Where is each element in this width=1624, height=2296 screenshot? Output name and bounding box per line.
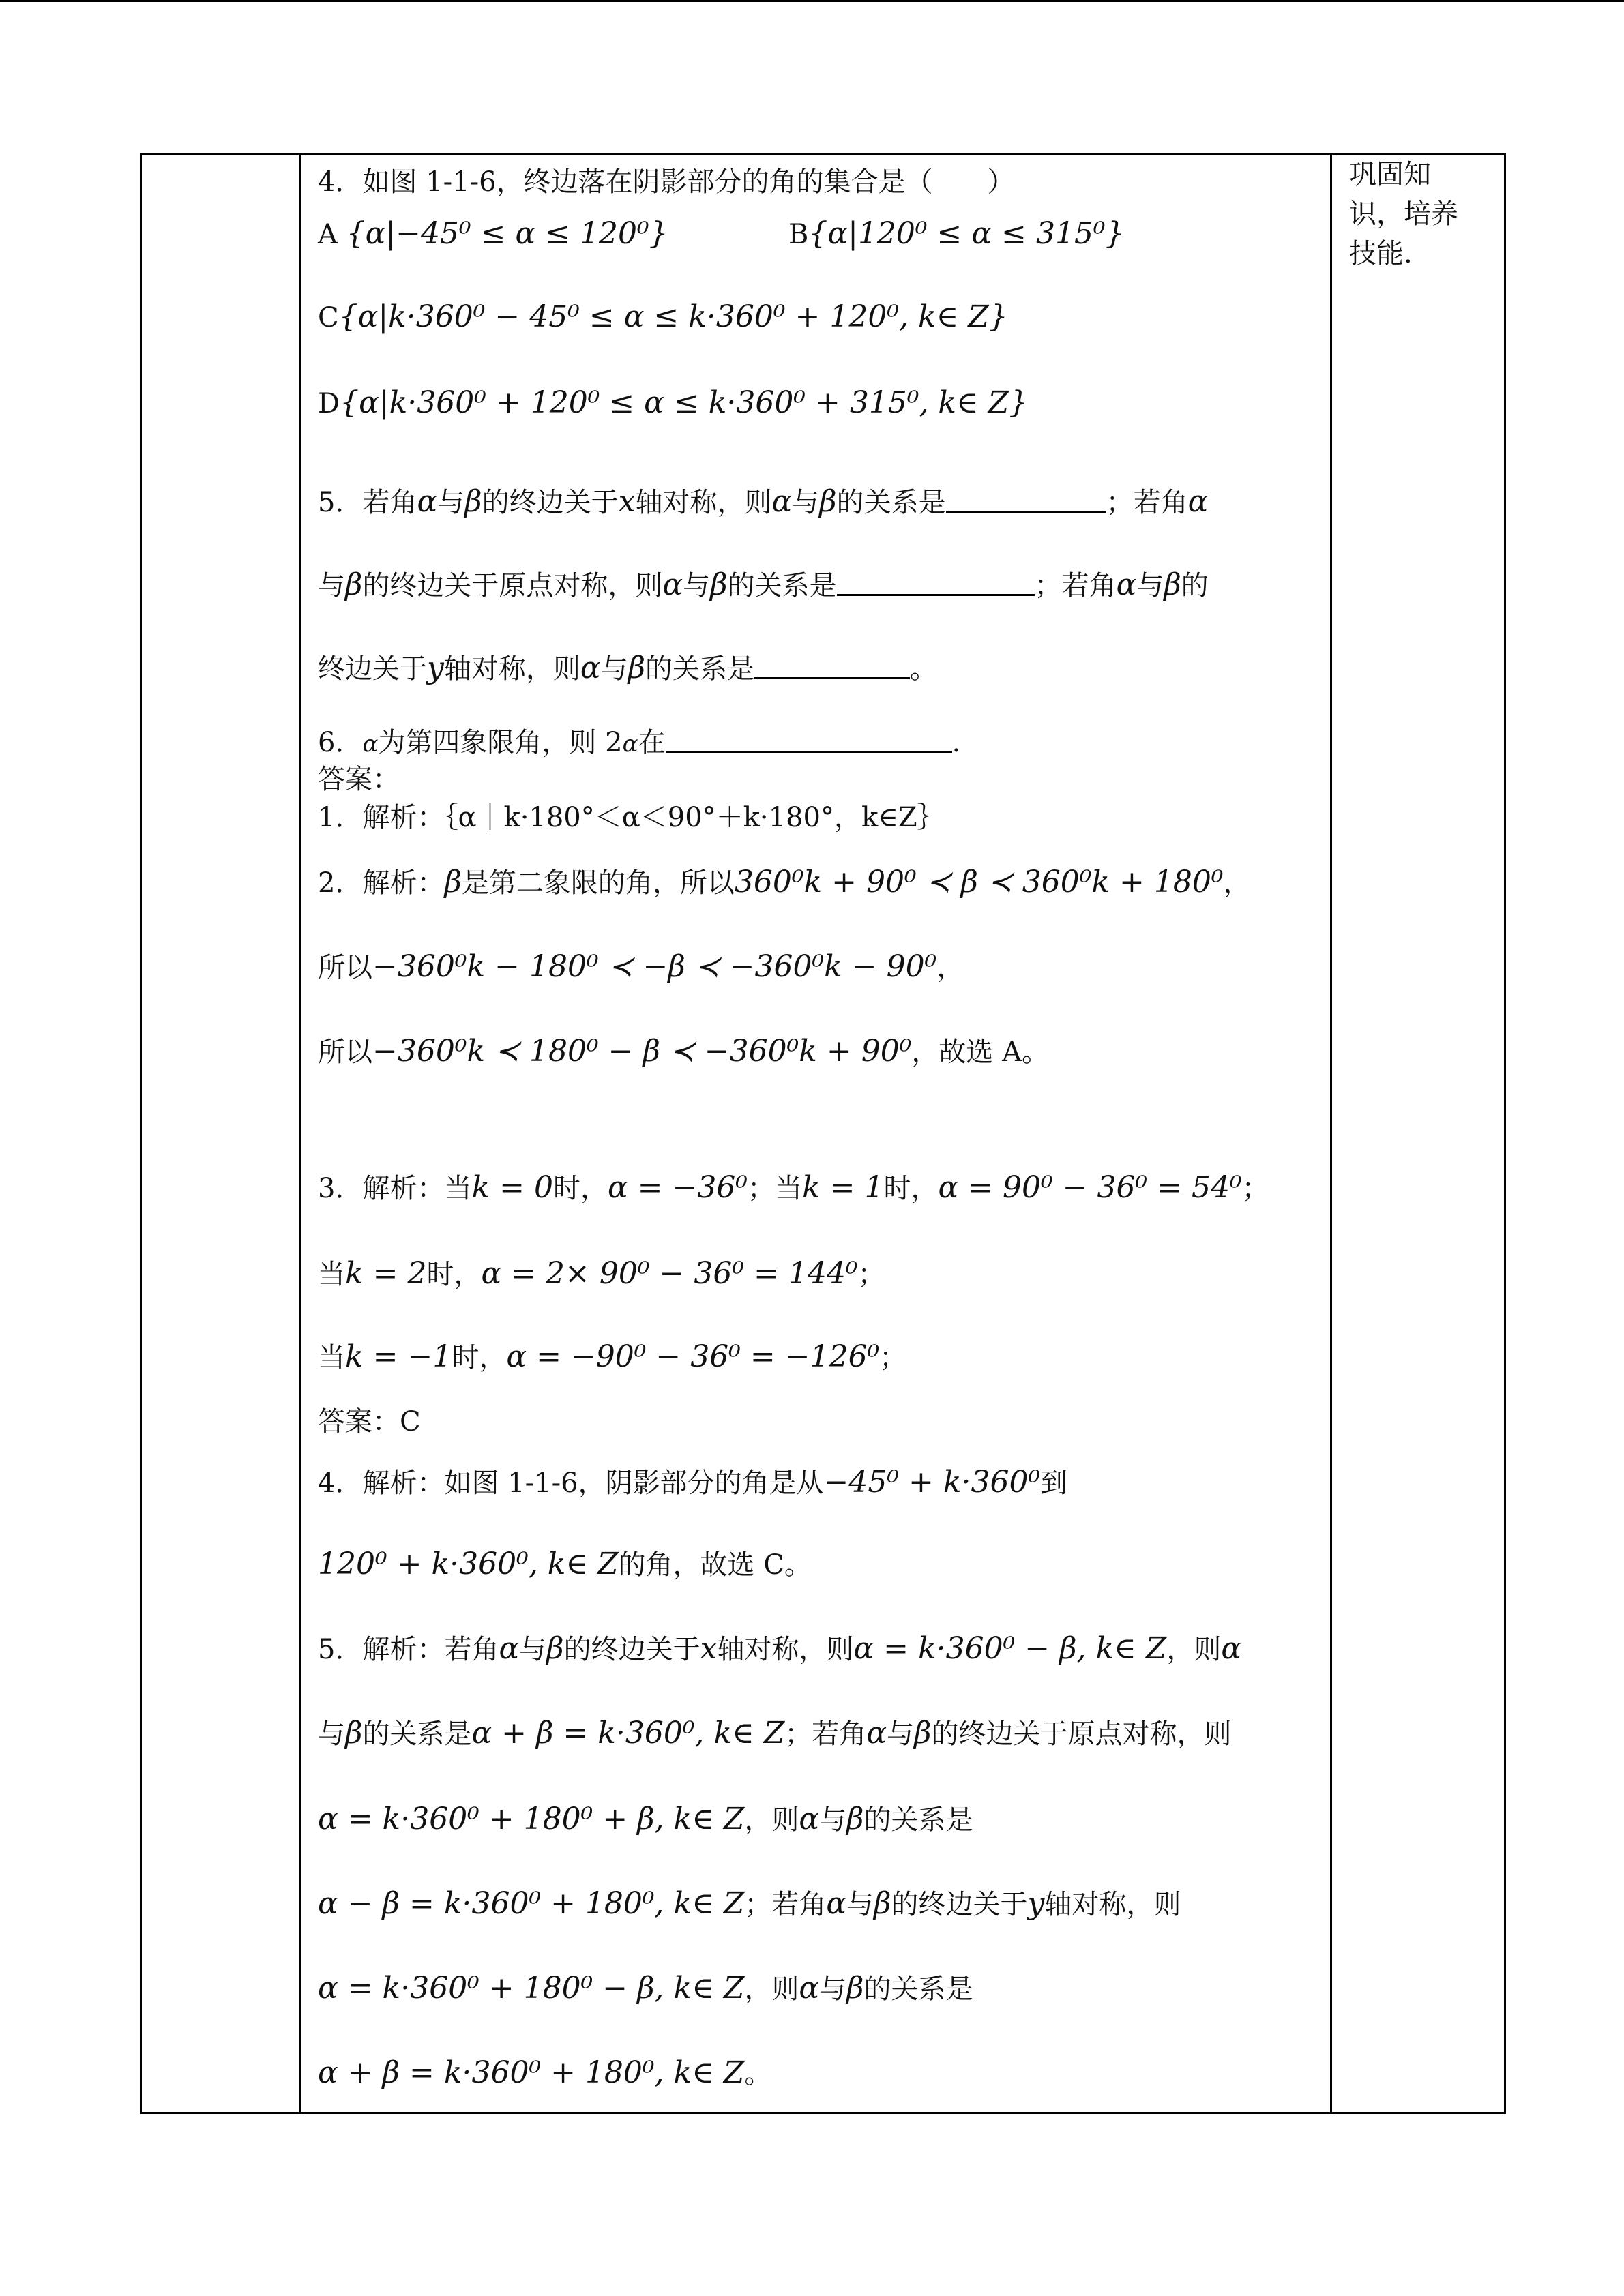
text-segment: 与: [519, 1634, 547, 1665]
q5-line-3: [318, 647, 937, 686]
text-segment: 与: [819, 1804, 847, 1836]
q4-option-d-set: {α|k·360⁰ + 120⁰ ≤ α ≤ k·360⁰ + 315⁰, k∈ Z}: [340, 385, 1029, 420]
text-segment: 的关系是: [836, 487, 946, 518]
q4-option-c-set: {α|k·360⁰ − 45⁰ ≤ α ≤ k·360⁰ + 120⁰, k∈ Z}: [338, 299, 1008, 334]
answer-3-answer: 答案：C: [318, 1406, 421, 1437]
text-segment: k = 1: [802, 1170, 884, 1205]
text-segment: 轴对称，则: [1044, 1889, 1181, 1920]
text-segment: 轴对称，则: [717, 1634, 854, 1665]
answer-2-line-1: [318, 861, 1251, 900]
text-segment: 的终边关于原点对称，则: [931, 1718, 1232, 1750]
text-segment: α = −90⁰ − 36⁰ = −126⁰: [506, 1339, 880, 1374]
text-segment: α: [866, 1716, 887, 1750]
answer-4-line-2: [318, 1543, 812, 1582]
text-segment: ；: [879, 1342, 907, 1373]
answer-5-line-3: [318, 1798, 973, 1837]
text-segment: 时，: [452, 1342, 507, 1373]
text-segment: 的: [1181, 570, 1209, 601]
text-segment: β: [546, 1631, 564, 1666]
text-segment: 的关系是: [362, 1718, 472, 1750]
q4-option-d: [318, 385, 1028, 420]
text-segment: ，: [936, 952, 964, 983]
text-segment: β: [819, 484, 837, 519]
text-segment: α = k·360⁰ − β, k∈ Z: [853, 1631, 1167, 1666]
text-segment: ，: [1223, 867, 1251, 899]
answer-3-line-3: [318, 1336, 906, 1375]
text-segment: β: [628, 651, 646, 685]
text-segment: 所以: [318, 1037, 372, 1068]
text-segment: α: [826, 1886, 847, 1921]
text-segment: 与: [819, 1973, 847, 2005]
text-segment: 与: [683, 570, 711, 601]
q4-option-c: [318, 299, 1008, 334]
text-segment: β: [464, 484, 482, 519]
text-segment: β: [1164, 567, 1181, 602]
text-segment: β: [846, 1971, 864, 2006]
text-segment: C: [318, 302, 339, 333]
text-segment: 6．: [318, 727, 363, 758]
text-segment: 与: [792, 487, 820, 518]
text-segment: β: [846, 1802, 864, 1836]
answer-4-line-1: [318, 1461, 1067, 1500]
answer-blank: [837, 571, 1035, 596]
text-segment: 是第二象限的角，所以: [461, 867, 735, 899]
text-segment: 轴对称，则: [635, 487, 772, 518]
text-segment: 的终边关于: [891, 1889, 1028, 1920]
answer-blank: [666, 728, 952, 753]
text-segment: α = 2× 90⁰ − 36⁰ = 144⁰: [481, 1256, 858, 1291]
answer-1: 1．解析：｛α｜k·180°＜α＜90°＋k·180°，k∈Z｝: [318, 802, 945, 833]
text-segment: α + β = k·360⁰, k∈ Z: [471, 1716, 785, 1750]
text-segment: −360⁰k ≺ 180⁰ − β ≺ −360⁰k + 90⁰: [372, 1034, 912, 1069]
text-segment: 的关系是: [727, 570, 837, 601]
text-segment: α: [1187, 484, 1209, 519]
text-segment: α: [771, 484, 793, 519]
text-segment: 与: [846, 1889, 874, 1920]
text-segment: α: [799, 1802, 820, 1836]
text-segment: 2．解析：: [318, 867, 445, 899]
text-segment: 为第四象限角，则 2: [378, 727, 623, 758]
text-segment: k = 0: [471, 1170, 553, 1205]
text-segment: α + β = k·360⁰ + 180⁰, k∈ Z: [318, 2055, 745, 2090]
text-segment: β: [345, 1716, 363, 1750]
text-segment: 时，: [552, 1173, 608, 1204]
text-segment: 与: [1136, 570, 1164, 601]
text-segment: α: [417, 484, 438, 519]
text-segment: 的关系是: [863, 1973, 973, 2005]
text-segment: 的终边关于原点对称，则: [362, 570, 663, 601]
text-segment: ，则: [744, 1804, 799, 1836]
text-segment: α: [622, 730, 638, 758]
answer-5-line-6: [318, 2052, 771, 2091]
text-segment: α: [1116, 567, 1137, 602]
lesson-table: [140, 153, 1506, 2114]
text-segment: α: [362, 730, 379, 758]
text-segment: 3．解析：当: [318, 1173, 472, 1204]
answer-5-line-4: [318, 1883, 1181, 1922]
text-segment: ；当: [748, 1173, 802, 1204]
q4-option-b-set: {α|120⁰ ≤ α ≤ 315⁰}: [808, 216, 1125, 251]
text-segment: 与: [318, 1718, 345, 1750]
text-segment: α: [1221, 1631, 1242, 1666]
q5-line-2: [318, 564, 1209, 603]
page-top-border: [0, 0, 1624, 2]
answer-3-line-2: [318, 1253, 885, 1292]
text-segment: 120⁰ + k·360⁰, k∈ Z: [318, 1547, 619, 1581]
text-segment: ；若角: [1034, 570, 1117, 601]
text-segment: α: [662, 567, 683, 602]
text-segment: 与: [437, 487, 465, 518]
text-segment: 所以: [318, 952, 372, 983]
text-segment: 的关系是: [645, 653, 755, 685]
text-segment: 在: [638, 727, 666, 758]
text-segment: α = k·360⁰ + 180⁰ − β, k∈ Z: [318, 1971, 745, 2006]
text-segment: 。: [744, 2058, 772, 2089]
text-segment: β: [874, 1886, 891, 1921]
text-segment: 5．解析：若角: [318, 1634, 499, 1665]
answers-heading: 答案：: [318, 764, 400, 795]
text-segment: α = −36⁰: [607, 1170, 748, 1205]
text-segment: α: [580, 651, 601, 685]
text-segment: 时，: [883, 1173, 939, 1204]
answer-2-line-3: [318, 1030, 1049, 1069]
q5-line-1: [318, 481, 1208, 520]
answer-blank: [754, 654, 910, 679]
text-segment: −45⁰ + k·360⁰: [823, 1465, 1041, 1500]
text-segment: 时，: [426, 1259, 482, 1290]
q4-option-a-set: {α|−45⁰ ≤ α ≤ 120⁰}: [346, 216, 668, 251]
text-segment: 的关系是: [863, 1804, 973, 1836]
text-segment: α − β = k·360⁰ + 180⁰, k∈ Z: [318, 1886, 745, 1921]
text-segment: ，则: [1166, 1634, 1222, 1665]
text-segment: 的角，故选 C。: [618, 1549, 812, 1581]
column-divider-2: [1330, 155, 1332, 2112]
text-segment: ；: [857, 1259, 885, 1290]
text-segment: 与: [887, 1718, 915, 1750]
text-segment: α: [799, 1971, 820, 2006]
answer-blank: [946, 488, 1106, 513]
text-segment: 当: [318, 1342, 345, 1373]
text-segment: 与: [600, 653, 628, 685]
answer-5-line-5: [318, 1967, 973, 2006]
text-segment: α = 90⁰ − 36⁰ = 54⁰: [938, 1170, 1242, 1205]
answer-2-line-2: [318, 946, 964, 985]
text-segment: k = −1: [345, 1339, 452, 1374]
answer-5-line-1: [318, 1628, 1241, 1667]
text-segment: x: [700, 1631, 718, 1666]
answer-5-line-2: [318, 1712, 1231, 1751]
text-segment: 的终边关于: [563, 1634, 700, 1665]
q6-line: [318, 721, 960, 760]
text-segment: 当: [318, 1259, 345, 1290]
text-segment: y: [427, 651, 444, 685]
text-segment: A: [318, 219, 338, 250]
text-segment: β: [345, 567, 363, 602]
text-segment: y: [1027, 1886, 1045, 1921]
text-segment: x: [618, 484, 636, 519]
column-divider-1: [299, 155, 301, 2112]
text-segment: k = 2: [345, 1256, 427, 1291]
text-segment: ；若角: [784, 1718, 867, 1750]
text-segment: .: [951, 727, 961, 758]
answer-3-line-1: [318, 1167, 1269, 1206]
text-segment: ；若角: [1106, 487, 1188, 518]
text-segment: 终边关于: [318, 653, 427, 685]
text-segment: α = k·360⁰ + 180⁰ + β, k∈ Z: [318, 1802, 745, 1836]
q4-stem: 4．如图 1-1-6，终边落在阴影部分的角的集合是（ ）: [318, 166, 1015, 198]
text-segment: 5．若角: [318, 487, 417, 518]
text-segment: 360⁰k + 90⁰ ≺ β ≺ 360⁰k + 180⁰: [734, 865, 1224, 899]
text-segment: β: [914, 1716, 932, 1750]
text-segment: ，则: [744, 1973, 799, 2005]
q4-option-a: [318, 216, 668, 251]
text-segment: 与: [318, 570, 345, 601]
text-segment: 。: [910, 653, 938, 685]
text-segment: ；: [1241, 1173, 1269, 1204]
text-segment: β: [444, 865, 462, 899]
text-segment: ；若角: [744, 1889, 827, 1920]
text-segment: β: [710, 567, 728, 602]
q4-option-b: [788, 216, 1125, 251]
text-segment: 轴对称，则: [443, 653, 580, 685]
text-segment: −360⁰k − 180⁰ ≺ −β ≺ −360⁰k − 90⁰: [372, 949, 937, 984]
text-segment: 到: [1040, 1467, 1068, 1499]
text-segment: 4．解析：如图 1-1-6，阴影部分的角是从: [318, 1467, 824, 1499]
side-note: 巩固知识，培养技能.: [1349, 159, 1458, 269]
text-segment: ，故选 A。: [911, 1037, 1049, 1068]
text-segment: D: [318, 388, 340, 419]
text-segment: B: [788, 219, 809, 250]
text-segment: α: [499, 1631, 520, 1666]
text-segment: 的终边关于: [482, 487, 619, 518]
